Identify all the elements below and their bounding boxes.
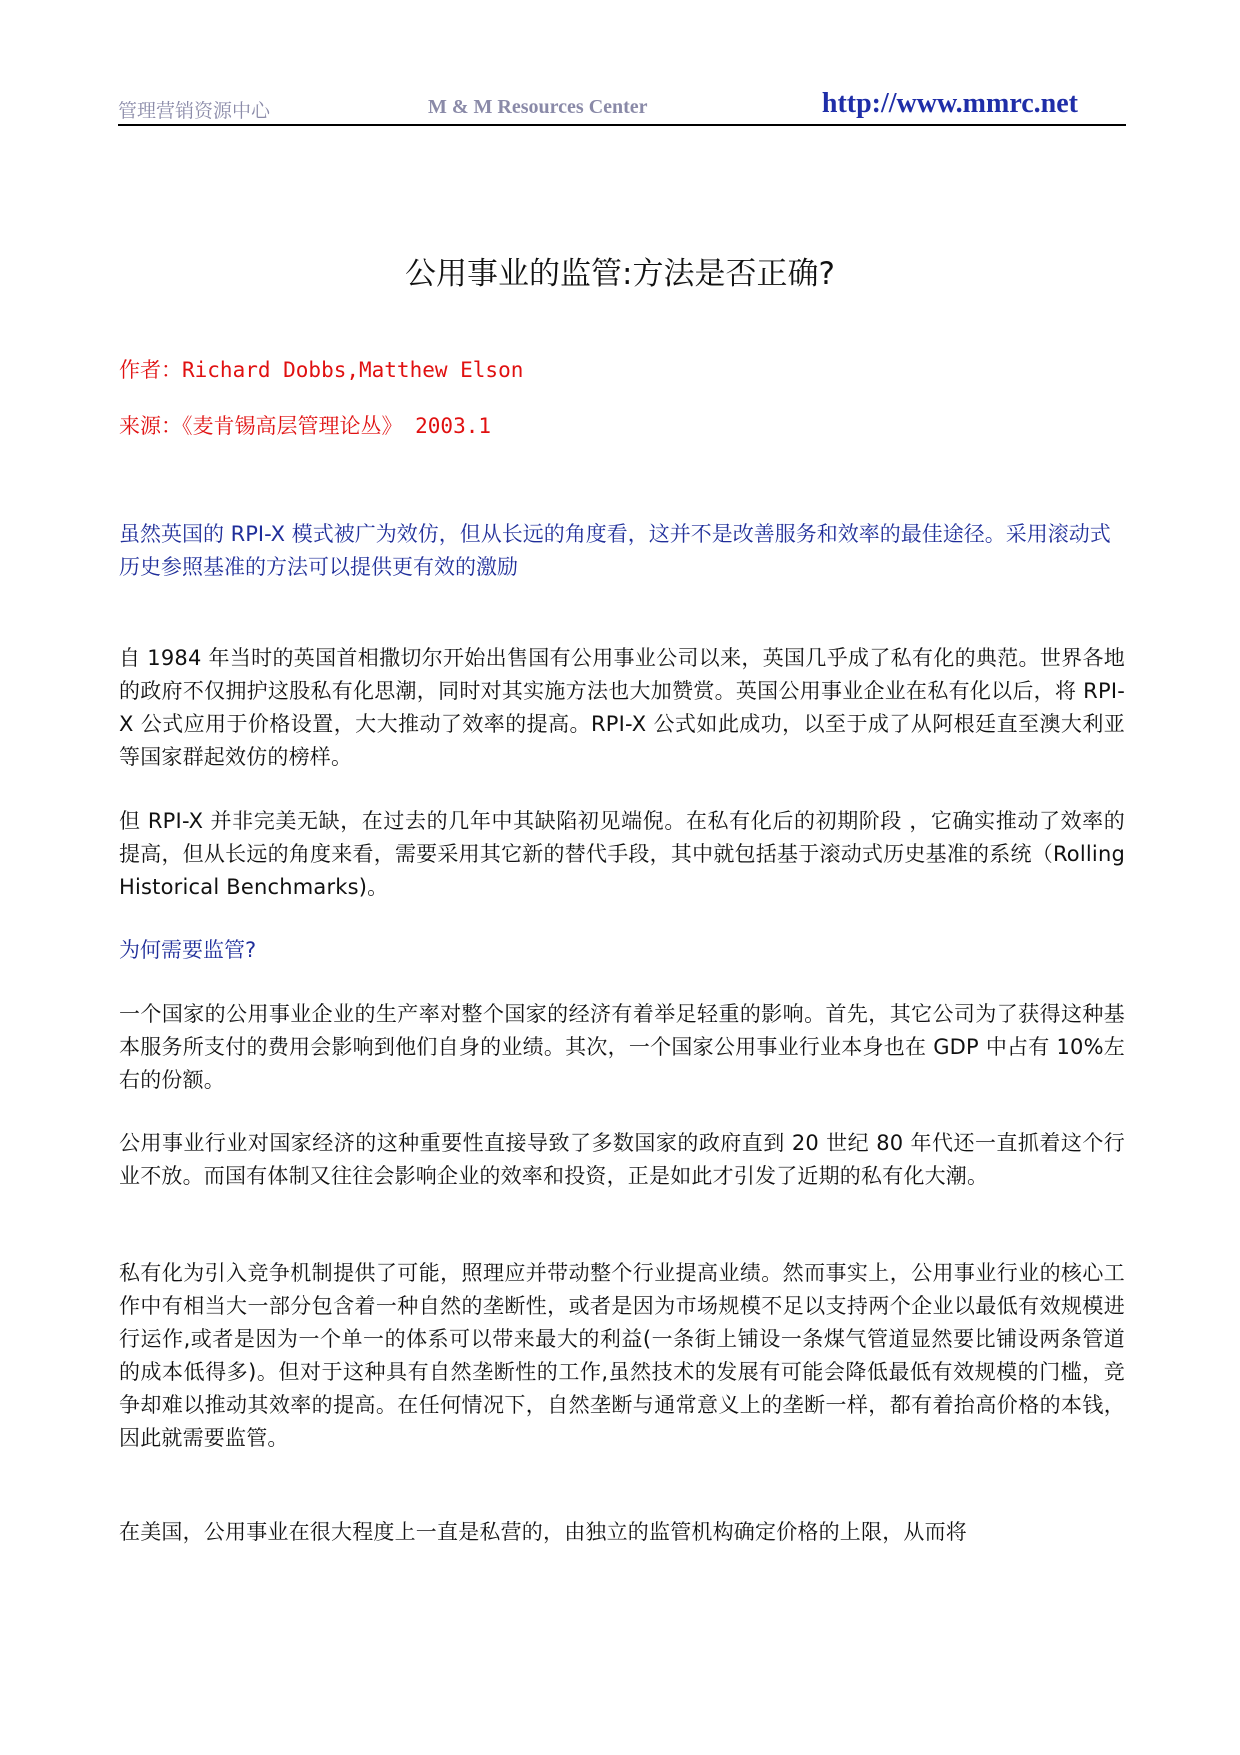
page-header xyxy=(118,88,1126,126)
header-org-name: M & M Resources Center xyxy=(428,96,648,118)
header-url-link[interactable]: http://www.mmrc.net xyxy=(821,88,1078,119)
body-paragraph: 公用事业行业对国家经济的这种重要性直接导致了多数国家的政府直到 20 世纪 80 年代还一直抓着这个行业不放。而国有体制又往往会影响企业的效率和投资，正是如此才引发了近期的私有化大潮。 xyxy=(119,1131,1125,1188)
article-lede: 虽然英国的 RPI-X 模式被广为效仿，但从长远的角度看，这并不是改善服务和效率的最佳途径。采用滚动式历史参照基准的方法可以提供更有效的激励 xyxy=(119,522,1111,579)
section-heading: 为何需要监管? xyxy=(119,938,257,962)
header-site-name: 管理营销资源中心 xyxy=(118,100,271,122)
article-source: 来源：《麦肯锡高层管理论丛》 2003.1 xyxy=(119,414,492,438)
article-author: 作者：Richard Dobbs,Matthew Elson xyxy=(119,358,524,382)
body-paragraph: 在美国，公用事业在很大程度上一直是私营的，由独立的监管机构确定价格的上限，从而将 xyxy=(119,1520,967,1544)
body-paragraph: 自 1984 年当时的英国首相撒切尔开始出售国有公用事业公司以来，英国几乎成了私有化的典范。世界各地的政府不仅拥护这股私有化思潮，同时对其实施方法也大加赞赏。英国公用事业企业在私有化以后，将 RPI-X 公式应用于价格设置，大大推动了效率的提高。RPI-X 公式如此成功，以至于成了从阿根廷直至澳大利亚等国家群起效仿的榜样。 xyxy=(119,646,1125,769)
body-paragraph: 私有化为引入竞争机制提供了可能，照理应并带动整个行业提高业绩。然而事实上，公用事业行业的核心工作中有相当大一部分包含着一种自然的垄断性，或者是因为市场规模不足以支持两个企业以最低有效规模进行运作,或者是因为一个单一的体系可以带来最大的利益(一条街上铺设一条煤气管道显然要比铺设两条管道的成本低得多)。但对于这种具有自然垄断性的工作,虽然技术的发展有可能会降低最低有效规模的门槛，竞争却难以推动其效率的提高。在任何情况下，自然垄断与通常意义上的垄断一样，都有着抬高价格的本钱，因此就需要监管。 xyxy=(119,1261,1125,1450)
article-title: 公用事业的监管:方法是否正确? xyxy=(405,256,835,292)
body-paragraph: 一个国家的公用事业企业的生产率对整个国家的经济有着举足轻重的影响。首先，其它公司为了获得这种基本服务所支付的费用会影响到他们自身的业绩。其次，一个国家公用事业行业本身也在 GDP 中占有 10%左右的份额。 xyxy=(119,1002,1125,1092)
body-paragraph: 但 RPI-X 并非完美无缺，在过去的几年中其缺陷初见端倪。在私有化后的初期阶段 ，它确实推动了效率的提高，但从长远的角度来看，需要采用其它新的替代手段，其中就包括基于滚动式历史基准的系统（Rolling Historical Benchmarks)。 xyxy=(119,809,1125,899)
